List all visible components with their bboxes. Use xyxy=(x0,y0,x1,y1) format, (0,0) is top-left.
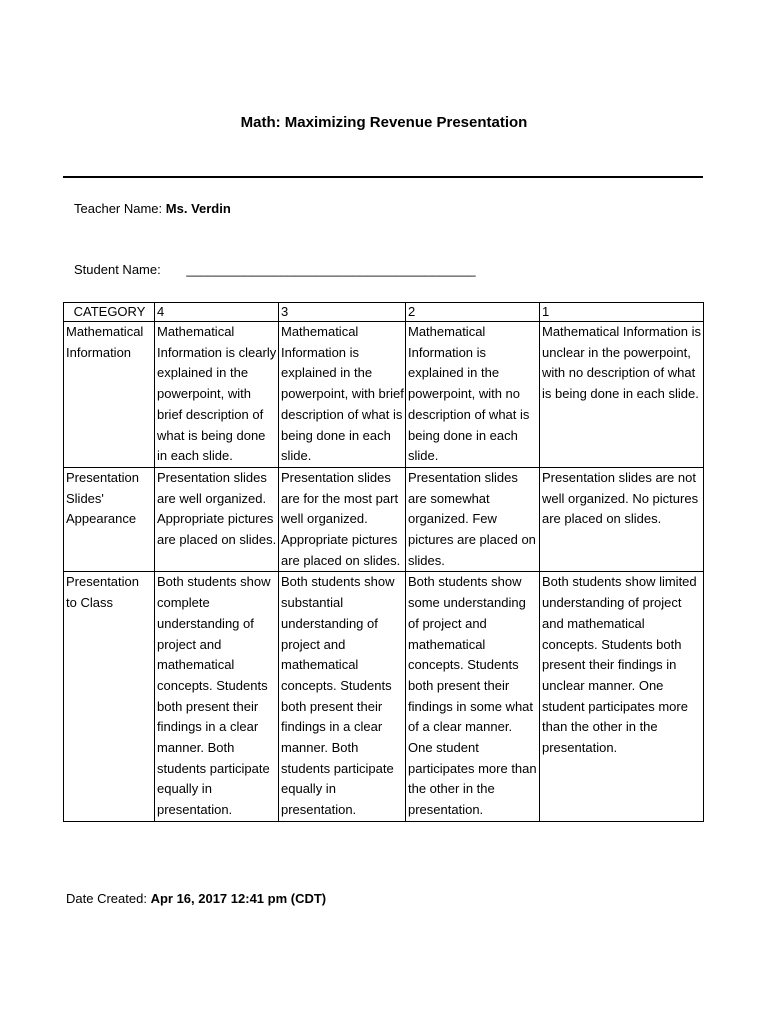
rubric-row-presentation-to-class xyxy=(64,572,704,821)
student-label: Student Name: xyxy=(74,262,161,277)
header-score-4: 4 xyxy=(155,303,279,322)
document-title: Math: Maximizing Revenue Presentation xyxy=(240,114,528,131)
category-cell: Presentation to Class xyxy=(64,572,155,821)
student-line xyxy=(74,262,476,277)
header-score-1: 1 xyxy=(540,303,704,322)
header-category: CATEGORY xyxy=(64,303,155,322)
criteria-cell-4: Presentation slides are well organized. Appropriate pictures are placed on slides. xyxy=(155,467,279,572)
criteria-cell-2: Presentation slides are somewhat organized. Few pictures are placed on slides. xyxy=(406,467,540,572)
teacher-label: Teacher Name: xyxy=(74,201,163,216)
criteria-cell-1: Presentation slides are not well organized. No pictures are placed on slides. xyxy=(540,467,704,572)
category-cell: Mathematical Information xyxy=(64,322,155,468)
title-divider xyxy=(63,176,703,178)
rubric-table xyxy=(63,302,704,822)
criteria-cell-3: Presentation slides are for the most part well organized. Appropriate pictures are placed on slides. xyxy=(279,467,406,572)
date-value: Apr 16, 2017 12:41 pm (CDT) xyxy=(150,891,327,906)
criteria-cell-2: Both students show some understanding of project and mathematical concepts. Students both present their findings in some what of a clear manner. One student participates more than the other in the presentation. xyxy=(406,572,540,821)
header-score-3: 3 xyxy=(279,303,406,322)
rubric-row-slides-appearance xyxy=(64,467,704,572)
criteria-cell-3: Both students show substantial understanding of project and mathematical concepts. Students both present their findings in a clear manner. Both students participate equally in presentation. xyxy=(279,572,406,821)
criteria-cell-4: Mathematical Information is clearly explained in the powerpoint, with brief description of what is being done in each slide. xyxy=(155,322,279,468)
category-cell: Presentation Slides' Appearance xyxy=(64,467,155,572)
teacher-name: Ms. Verdin xyxy=(165,201,231,216)
header-score-2: 2 xyxy=(406,303,540,322)
criteria-cell-3: Mathematical Information is explained in the powerpoint, with brief description of what is being done in each slide. xyxy=(279,322,406,468)
rubric-row-mathematical-information xyxy=(64,322,704,468)
criteria-cell-1: Mathematical Information is unclear in the powerpoint, with no description of what is being done in each slide. xyxy=(540,322,704,468)
student-name-blank: ________________________________________ xyxy=(186,262,476,277)
criteria-cell-1: Both students show limited understanding of project and mathematical concepts. Students both present their findings in unclear manner. One student participates more than the other in the presentation. xyxy=(540,572,704,821)
teacher-line xyxy=(74,201,231,216)
date-label: Date Created: xyxy=(66,891,147,906)
criteria-cell-4: Both students show complete understanding of project and mathematical concepts. Students both present their findings in a clear manner. Both students participate equally in presentation. xyxy=(155,572,279,821)
date-created-line xyxy=(66,891,326,906)
rubric-header-row xyxy=(64,303,704,322)
criteria-cell-2: Mathematical Information is explained in the powerpoint, with no description of what is being done in each slide. xyxy=(406,322,540,468)
